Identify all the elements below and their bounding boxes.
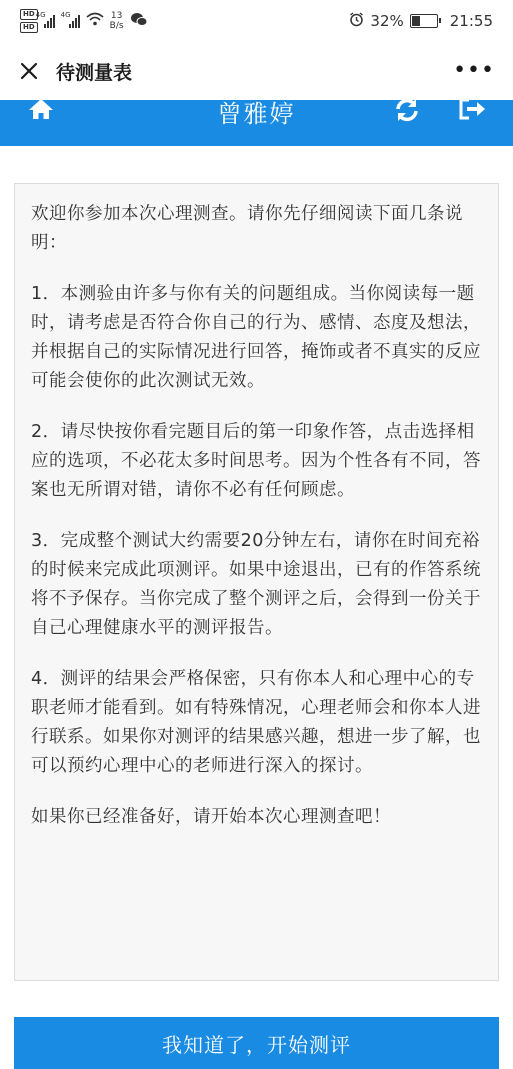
user-name: 曾雅婷: [217, 100, 296, 128]
logout-button[interactable]: [458, 100, 486, 124]
app-header: [0, 100, 513, 146]
instruction-item-2: 2．请尽快按你看完题目后的第一印象作答，点击选择相应的选项，不必花太多时间思考。因为个性各有不同，答案也无所谓对错，请你不必有任何顾虑。: [31, 422, 481, 500]
refresh-icon: [394, 100, 420, 122]
closing-paragraph: 如果你已经准备好，请开始本次心理测查吧！: [31, 807, 391, 827]
start-test-button[interactable]: 我知道了，开始测评: [14, 1017, 499, 1069]
wechat-icon: [130, 12, 148, 31]
intro-paragraph: 欢迎你参加本次心理测查。请你先仔细阅读下面几条说明：: [31, 204, 463, 253]
signal-1-label: 4G: [35, 11, 46, 19]
signal-1-icon: [35, 11, 55, 28]
close-icon: [19, 61, 39, 81]
clock: 21:55: [449, 12, 493, 30]
signal-2-label: 4G: [60, 11, 71, 19]
instruction-item-4: 4．测评的结果会严格保密，只有你本人和心理中心的专职老师才能看到。如有特殊情况，心理老师会和你本人进行联系。如果你对测评的结果感兴趣，想进一步了解，也可以预约心理中心的老师进行深入的探讨。: [31, 669, 481, 776]
logout-icon: [458, 100, 486, 120]
network-speed: [110, 11, 124, 31]
refresh-button[interactable]: [394, 100, 420, 126]
close-button[interactable]: [18, 60, 40, 82]
battery-icon: [410, 14, 438, 28]
instruction-item-1: 1．本测验由许多与你有关的问题组成。当你阅读每一题时，请考虑是否符合你自己的行为、感情、态度及想法，并根据自己的实际情况进行回答，掩饰或者不真实的反应可能会使你的此次测试无效。: [31, 284, 481, 391]
more-icon: •••: [453, 58, 495, 83]
signal-2-icon: [60, 11, 80, 28]
page-title: 待测量表: [56, 61, 133, 84]
battery-percent: 32%: [370, 12, 404, 30]
hd-badge-2: HD: [20, 22, 38, 33]
more-button[interactable]: [453, 58, 495, 83]
wifi-icon: [86, 12, 104, 30]
instruction-item-3: 3．完成整个测试大约需要20分钟左右，请你在时间充裕的时候来完成此项测评。如果中途退出，已有的作答系统将不予保存。当你完成了整个测评之后，会得到一份关于自己心理健康水平的测评报告。: [31, 531, 481, 638]
instructions-box: [14, 183, 499, 981]
network-speed-value: 13: [110, 11, 123, 21]
title-bar: [0, 42, 513, 100]
status-bar-right: [349, 12, 493, 31]
hd-badge-1: HD: [20, 9, 38, 20]
alarm-icon: [349, 12, 364, 31]
status-bar: [0, 0, 513, 42]
status-bar-left: [20, 9, 148, 33]
network-speed-unit: B/s: [109, 21, 124, 31]
